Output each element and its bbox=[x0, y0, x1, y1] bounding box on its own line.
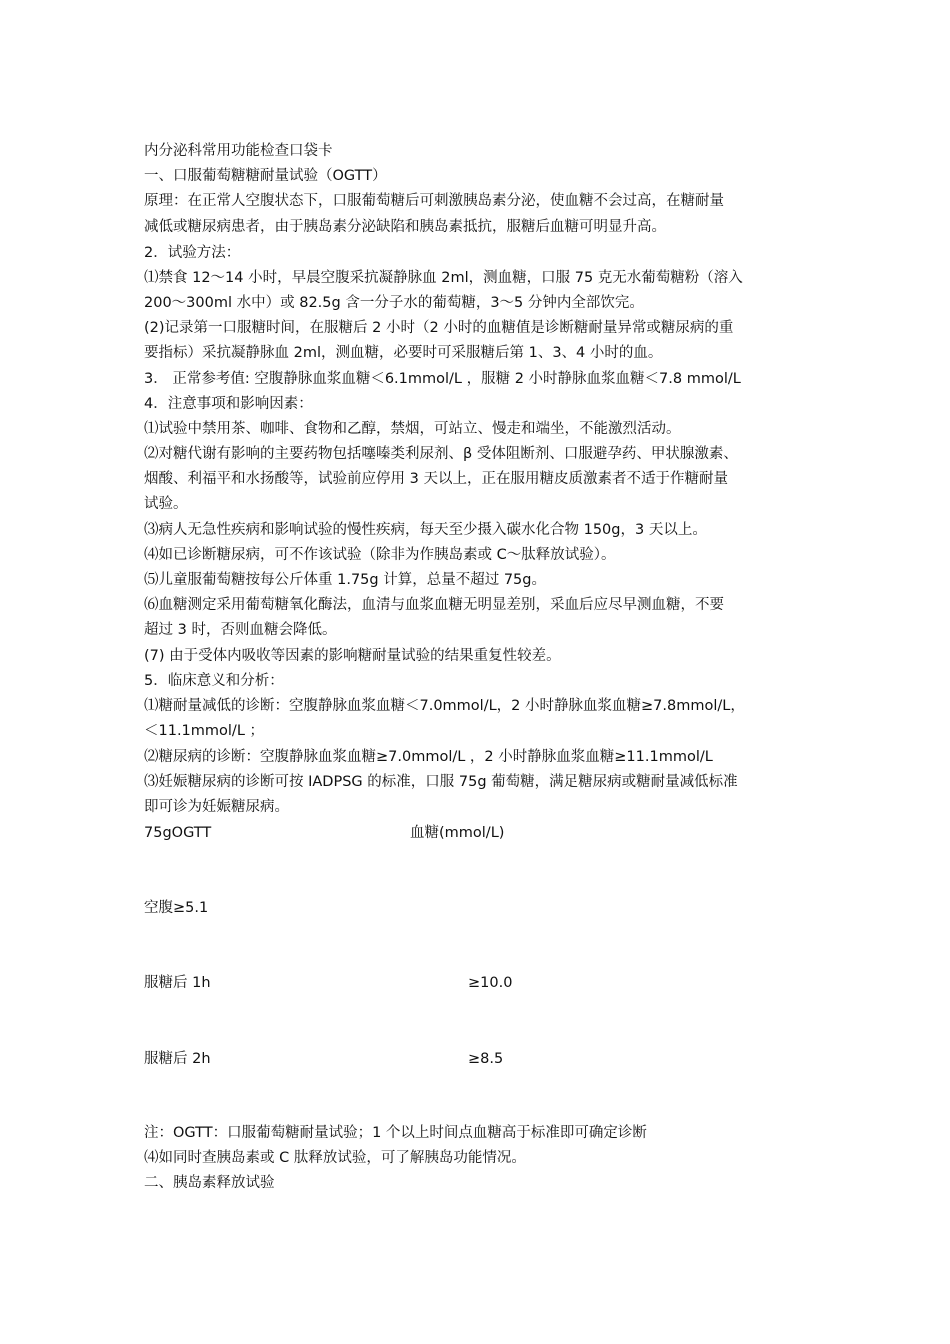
table-header-glucose: 血糖(mmol/L) bbox=[410, 825, 505, 841]
table-row-1h-value: ≥10.0 bbox=[468, 975, 513, 991]
clinical-3-line-1: ⑶妊娠糖尿病的诊断可按 IADPSG 的标准，口服 75g 葡萄糖，满足糖尿病或糖耐量减低标准 bbox=[144, 774, 738, 790]
note-3: ⑶病人无急性疾病和影响试验的慢性疾病，每天至少摄入碳水化合物 150g，3 天以上。 bbox=[144, 522, 707, 538]
section-heading-ogtt: 一、口服葡萄糖糖耐量试验（OGTT） bbox=[144, 168, 387, 184]
principle-line-2: 减低或糖尿病患者，由于胰岛素分泌缺陷和胰岛素抵抗，服糖后血糖可明显升高。 bbox=[144, 219, 666, 235]
principle-line-1: 原理：在正常人空腹状态下，口服葡萄糖后可刺激胰岛素分泌，使血糖不会过高，在糖耐量 bbox=[144, 193, 724, 209]
table-row-fasting-label: 空腹≥5.1 bbox=[144, 900, 209, 916]
method-heading: 2．试验方法： bbox=[144, 245, 241, 261]
note-5: ⑸儿童服葡萄糖按每公斤体重 1.75g 计算，总量不超过 75g。 bbox=[144, 572, 546, 588]
clinical-4: ⑷如同时查胰岛素或 C 肽释放试验，可了解胰岛功能情况。 bbox=[144, 1150, 526, 1166]
table-header-ogtt: 75gOGTT bbox=[144, 825, 212, 841]
method-1-line-2: 200～300ml 水中）或 82.5g 含一分子水的葡萄糖，3～5 分钟内全部饮完。 bbox=[144, 295, 644, 311]
note-6-line-1: ⑹血糖测定采用葡萄糖氧化酶法，血清与血浆血糖无明显差别，采血后应尽早测血糖，不要 bbox=[144, 597, 724, 613]
method-2-line-1: (2)记录第一口服糖时间，在服糖后 2 小时（2 小时的血糖值是诊断糖耐量异常或糖尿病的重 bbox=[144, 320, 734, 336]
document-title: 内分泌科常用功能检查口袋卡 bbox=[144, 143, 333, 159]
clinical-1-line-2: ＜11.1mmol/L ； bbox=[144, 723, 265, 739]
table-row-2h-label: 服糖后 2h bbox=[144, 1051, 211, 1067]
note-1: ⑴试验中禁用茶、咖啡、食物和乙醇，禁烟，可站立、慢走和端坐，不能激烈活动。 bbox=[144, 421, 681, 437]
note-4: ⑷如已诊断糖尿病，可不作该试验（除非为作胰岛素或 C～肽释放试验）。 bbox=[144, 547, 616, 563]
table-row-1h-label: 服糖后 1h bbox=[144, 975, 211, 991]
table-note: 注：OGTT：口服葡萄糖耐量试验；1 个以上时间点血糖高于标准即可确定诊断 bbox=[144, 1125, 647, 1141]
notes-heading: 4．注意事项和影响因素： bbox=[144, 396, 313, 412]
note-2-line-2: 烟酸、利福平和水扬酸等，试验前应停用 3 天以上，正在服用糖皮质激素者不适于作糖耐量 bbox=[144, 471, 728, 487]
clinical-3-line-2: 即可诊为妊娠糖尿病。 bbox=[144, 799, 289, 815]
note-2-line-3: 试验。 bbox=[144, 496, 188, 512]
table-row-2h-value: ≥8.5 bbox=[468, 1051, 504, 1067]
method-1-line-1: ⑴禁食 12～14 小时，早晨空腹采抗凝静脉血 2ml，测血糖，口服 75 克无水葡萄糖粉（溶入 bbox=[144, 270, 743, 286]
clinical-1-line-1: ⑴糖耐量减低的诊断：空腹静脉血浆血糖＜7.0mmol/L，2 小时静脉血浆血糖≥7.8mmol/L， bbox=[144, 698, 745, 714]
method-2-line-2: 要指标）采抗凝静脉血 2ml，测血糖，必要时可采服糖后第 1、3、4 小时的血。 bbox=[144, 345, 663, 361]
clinical-heading: 5．临床意义和分析： bbox=[144, 673, 284, 689]
note-2-line-1: ⑵对糖代谢有影响的主要药物包括噻嗪类利尿剂、β 受体阻断剂、口服避孕药、甲状腺激素、 bbox=[144, 446, 738, 462]
note-7: (7) 由于受体内吸收等因素的影响糖耐量试验的结果重复性较差。 bbox=[144, 648, 561, 664]
note-6-line-2: 超过 3 时，否则血糖会降低。 bbox=[144, 622, 337, 638]
reference-values: 3． 正常参考值: 空腹静脉血浆血糖＜6.1mmol/L ，服糖 2 小时静脉血浆血糖＜7.8 mmol/L bbox=[144, 371, 741, 387]
clinical-2: ⑵糖尿病的诊断：空腹静脉血浆血糖≥7.0mmol/L ，2 小时静脉血浆血糖≥11.1mmol/L bbox=[144, 749, 713, 765]
section-heading-insulin-release: 二、胰岛素释放试验 bbox=[144, 1175, 275, 1191]
